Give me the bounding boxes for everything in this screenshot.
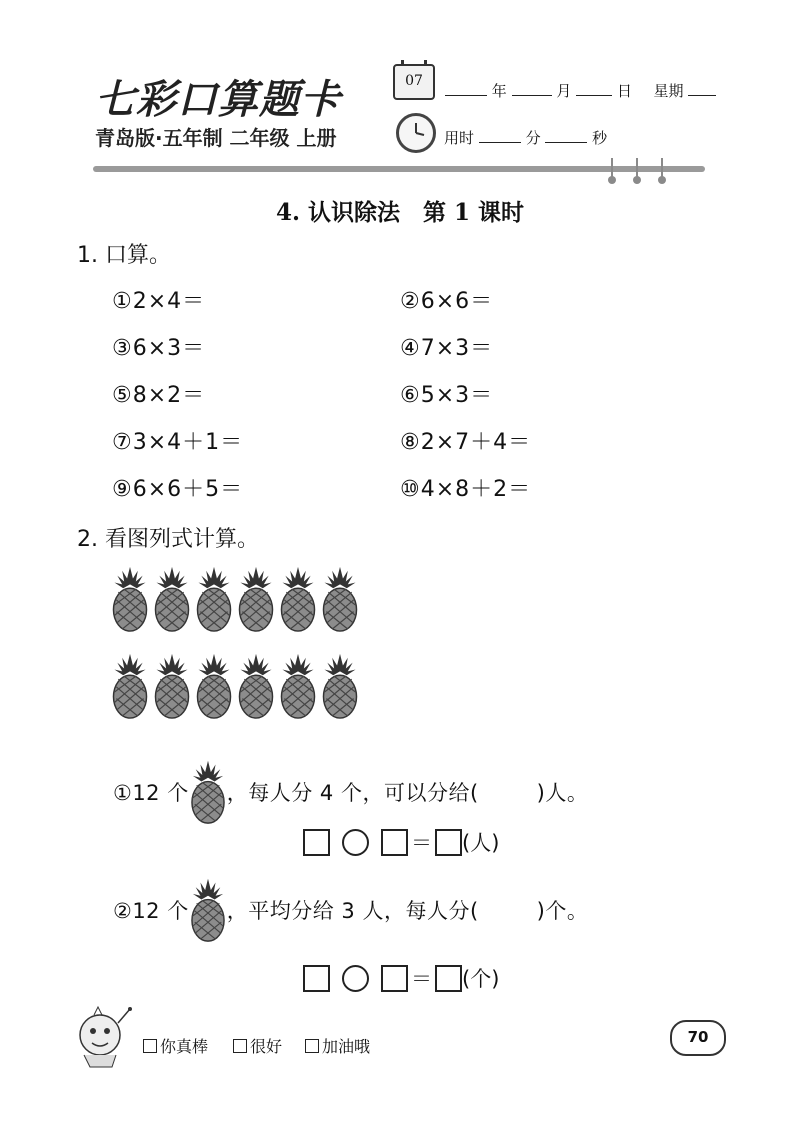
answer-box[interactable] [435,829,462,856]
divider-pin [636,158,638,182]
problem-3: ③6×3＝ [112,336,206,361]
item-1-equation [303,827,499,857]
pineapple-icon [194,650,234,720]
divider-pin [611,158,613,182]
equals-sign: ＝ [411,831,432,855]
date-year-label: 年 [491,82,507,100]
divider-pin [661,158,663,182]
time-min-label: 分 [525,129,541,147]
date-month-label: 月 [556,82,572,100]
problem-7: ⑦3×4＋1＝ [112,430,244,455]
rating-label: 你真棒 [160,1037,209,1056]
pineapple-icon [278,563,318,633]
item-1-sentence [113,759,588,825]
pineapple-icon [320,650,360,720]
problem-9: ⑨6×6＋5＝ [112,477,244,502]
problem-2: ②6×6＝ [400,289,494,314]
pineapple-icon [110,563,150,633]
checkbox[interactable] [143,1039,157,1053]
pineapple-icon [236,650,276,720]
problem-8: ⑧2×7＋4＝ [400,430,532,455]
lesson-title: 4. 认识除法 第 1 课时 [275,199,525,226]
rating-label: 加油哦 [322,1037,371,1056]
item-2-sentence [113,877,588,943]
mascot-icon [72,1005,134,1071]
problem-6: ⑥5×3＝ [400,383,494,408]
pineapple-icon [320,563,360,633]
problem-5: ⑤8×2＝ [112,383,206,408]
pineapple-icon [152,650,192,720]
answer-box[interactable] [303,829,330,856]
brand-title: 七彩口算题卡 [95,76,341,123]
pineapple-icon [194,563,234,633]
problem-10: ⑩4×8＋2＝ [400,477,532,502]
rating-option-keep-going[interactable] [305,1034,370,1057]
date-weekday-label: 星期 [653,82,684,100]
rating-label: 很好 [250,1037,283,1056]
rating-option-good[interactable] [233,1034,282,1057]
item-2-equation [303,963,499,993]
operator-circle[interactable] [342,829,369,856]
calendar-icon-number: 07 [405,73,423,89]
pineapple-icon [110,650,150,720]
unit-label: (人) [462,831,500,855]
unit-label: (个) [462,967,500,991]
equals-sign: ＝ [411,967,432,991]
pineapple-icon [189,875,227,943]
answer-box[interactable] [435,965,462,992]
pineapple-row-1 [110,563,360,633]
pineapple-icon [152,563,192,633]
operator-circle[interactable] [342,965,369,992]
item-1-text: ，每人分 4 个，可以分给( [226,781,479,805]
time-sec-label: 秒 [592,129,608,147]
item-2-text: ，平均分给 3 人，每人分( [226,899,479,923]
rating-option-great[interactable] [143,1034,208,1057]
checkbox[interactable] [305,1039,319,1053]
question-1-heading: 1. 口算。 [77,243,171,268]
clock-icon [396,113,436,153]
date-field[interactable] [445,80,716,101]
checkbox[interactable] [233,1039,247,1053]
pineapple-icon [189,757,227,825]
calendar-icon [393,64,435,100]
item-1-end: )人。 [536,781,589,805]
question-2-heading: 2. 看图列式计算。 [77,527,259,552]
problem-4: ④7×3＝ [400,336,494,361]
pineapple-icon [278,650,318,720]
answer-box[interactable] [303,965,330,992]
date-day-label: 日 [616,82,632,100]
answer-box[interactable] [381,829,408,856]
pineapple-icon [236,563,276,633]
problem-1: ①2×4＝ [112,289,206,314]
page-number: 70 [670,1020,726,1056]
header-divider [93,166,705,172]
item-2-end: )个。 [536,899,589,923]
edition-label: 青岛版·五年制 二年级 上册 [95,126,337,150]
time-used-field[interactable] [444,127,607,148]
time-used-label: 用时 [444,129,475,147]
answer-box[interactable] [381,965,408,992]
item-2-count: ②12 个 [113,899,189,923]
item-1-count: ①12 个 [113,781,189,805]
pineapple-row-2 [110,650,360,720]
